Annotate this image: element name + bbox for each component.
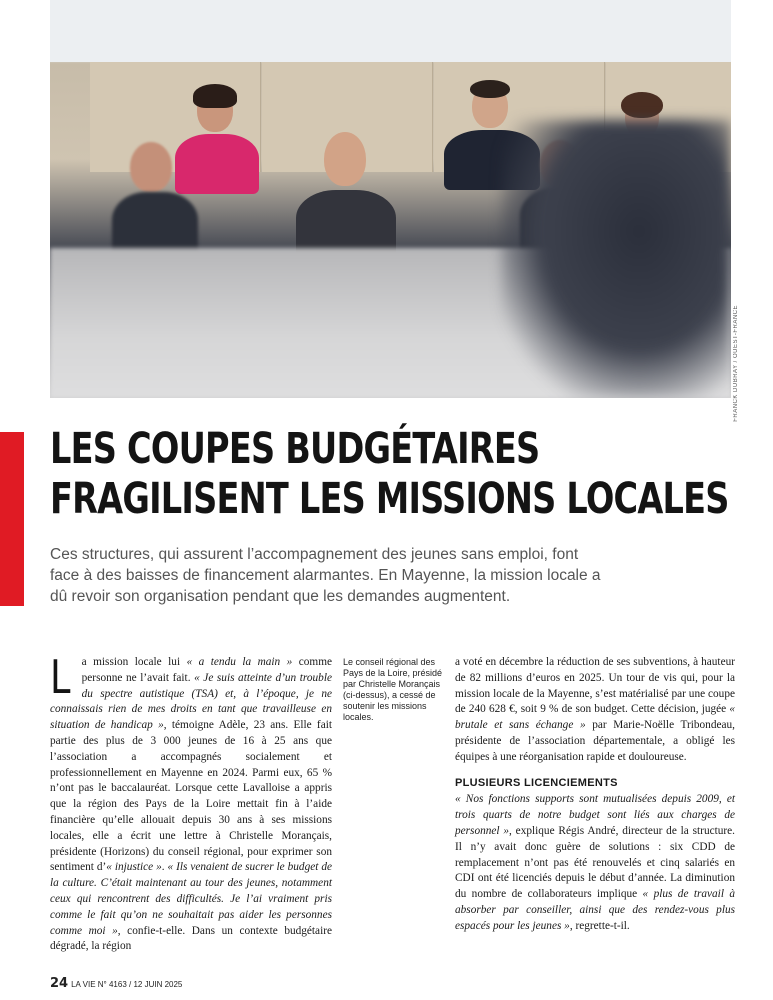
body-column-3: [455, 655, 735, 935]
photo-wall: [50, 0, 731, 62]
body-column-1: [50, 650, 333, 955]
photo-caption: Le conseil régional des Pays de la Loire, présidé par Christelle Morançais (ci-dessus), a cessé de soutenir les missions locales.: [343, 657, 443, 722]
page-folio: [50, 976, 182, 991]
section-accent-bar: [0, 432, 24, 606]
page-number: 24: [50, 976, 69, 991]
deck: Ces structures, qui assurent l’accompagnement des jeunes sans emploi, font face à des baisses de financement alarmantes. En Mayenne, la mission locale a dû revoir son organisation pendant que les demandes augmentent.: [50, 546, 601, 605]
article-photo: [50, 0, 731, 398]
drop-cap: L: [50, 650, 71, 704]
body-paragraph: a voté en décembre la réduction de ses subventions, à hauteur de 82 millions d’euros en 2025. Un tour de vis qui, pour la mission locale de la Mayenne, s’est matérialisé par une coupe de 240 628 €, soit 9 % de son budget. Cette décision, jugée « brutale et sans échange » par Marie-Noëlle Tribondeau, présidente de l’association départementale, a obligé les équipes à une réorganisation rapide et douloureuse.: [455, 656, 735, 763]
headline: [50, 424, 729, 524]
body-paragraph: La mission locale lui « a tendu la main » comme personne ne l’avait fait. « Je suis atteinte d’un trouble du spectre autistique (TSA) et, à l’époque, je ne connaissais rien de mes droits en tant que travailleuse en situation de handicap », témoigne Adèle, 23 ans. Elle fait partie des plus de 3 000 jeunes de 16 à 25 ans que l’association a accompagnés socialement et professionnellement en Mayenne en 2024. Parmi eux, 65 % n’ont pas le baccalauréat. Lorsque cette Lavalloise a appris que la région des Pays de la Loire mettait fin à l’aide financière qu’elle allouait depuis 30 ans à ses missions locales, elle a écrit une lettre à Christelle Morançais, présidente (Horizons) du conseil régional, pour exprimer son sentiment d’« injustice ». « Ils venaient de sucrer le budget de la culture. C’était maintenant au tour des jeunes, notamment ceux qui rencontrent des difficultés. Je l’ai vraiment pris comme le fait qu’on ne souhaitait pas aider les personnes comme moi », confie-t-elle. Dans un contexte budgétaire dégradé, la région: [50, 650, 333, 953]
headline-line: FRAGILISENT LES MISSIONS LOCALES: [50, 474, 729, 524]
issue-info: LA VIE N° 4163 / 12 JUIN 2025: [71, 980, 183, 989]
photo-credit: FRANCK DUBRAY / OUEST-FRANCE: [733, 305, 739, 422]
body-paragraph: « Nos fonctions supports sont mutualisées depuis 2009, et trois quarts de notre budget sont liés aux charges de personnel », explique Régis André, directeur de la structure. Il n’y avait donc guère de solutions : six CDD de remplacement n’ont pas été renouvelés et cinq salariés en CDI ont été licenciés depuis le début d’année. La diminution du nombre de collaborateurs implique « plus de travail à absorber par conseiller, ainsi que des rendez-vous plus espacés pour les jeunes », regrette-t-il.: [455, 793, 735, 932]
section-subhead: PLUSIEURS LICENCIEMENTS: [455, 776, 618, 789]
photo-foreground-blur: [501, 120, 731, 398]
headline-line: LES COUPES BUDGÉTAIRES: [50, 424, 540, 474]
